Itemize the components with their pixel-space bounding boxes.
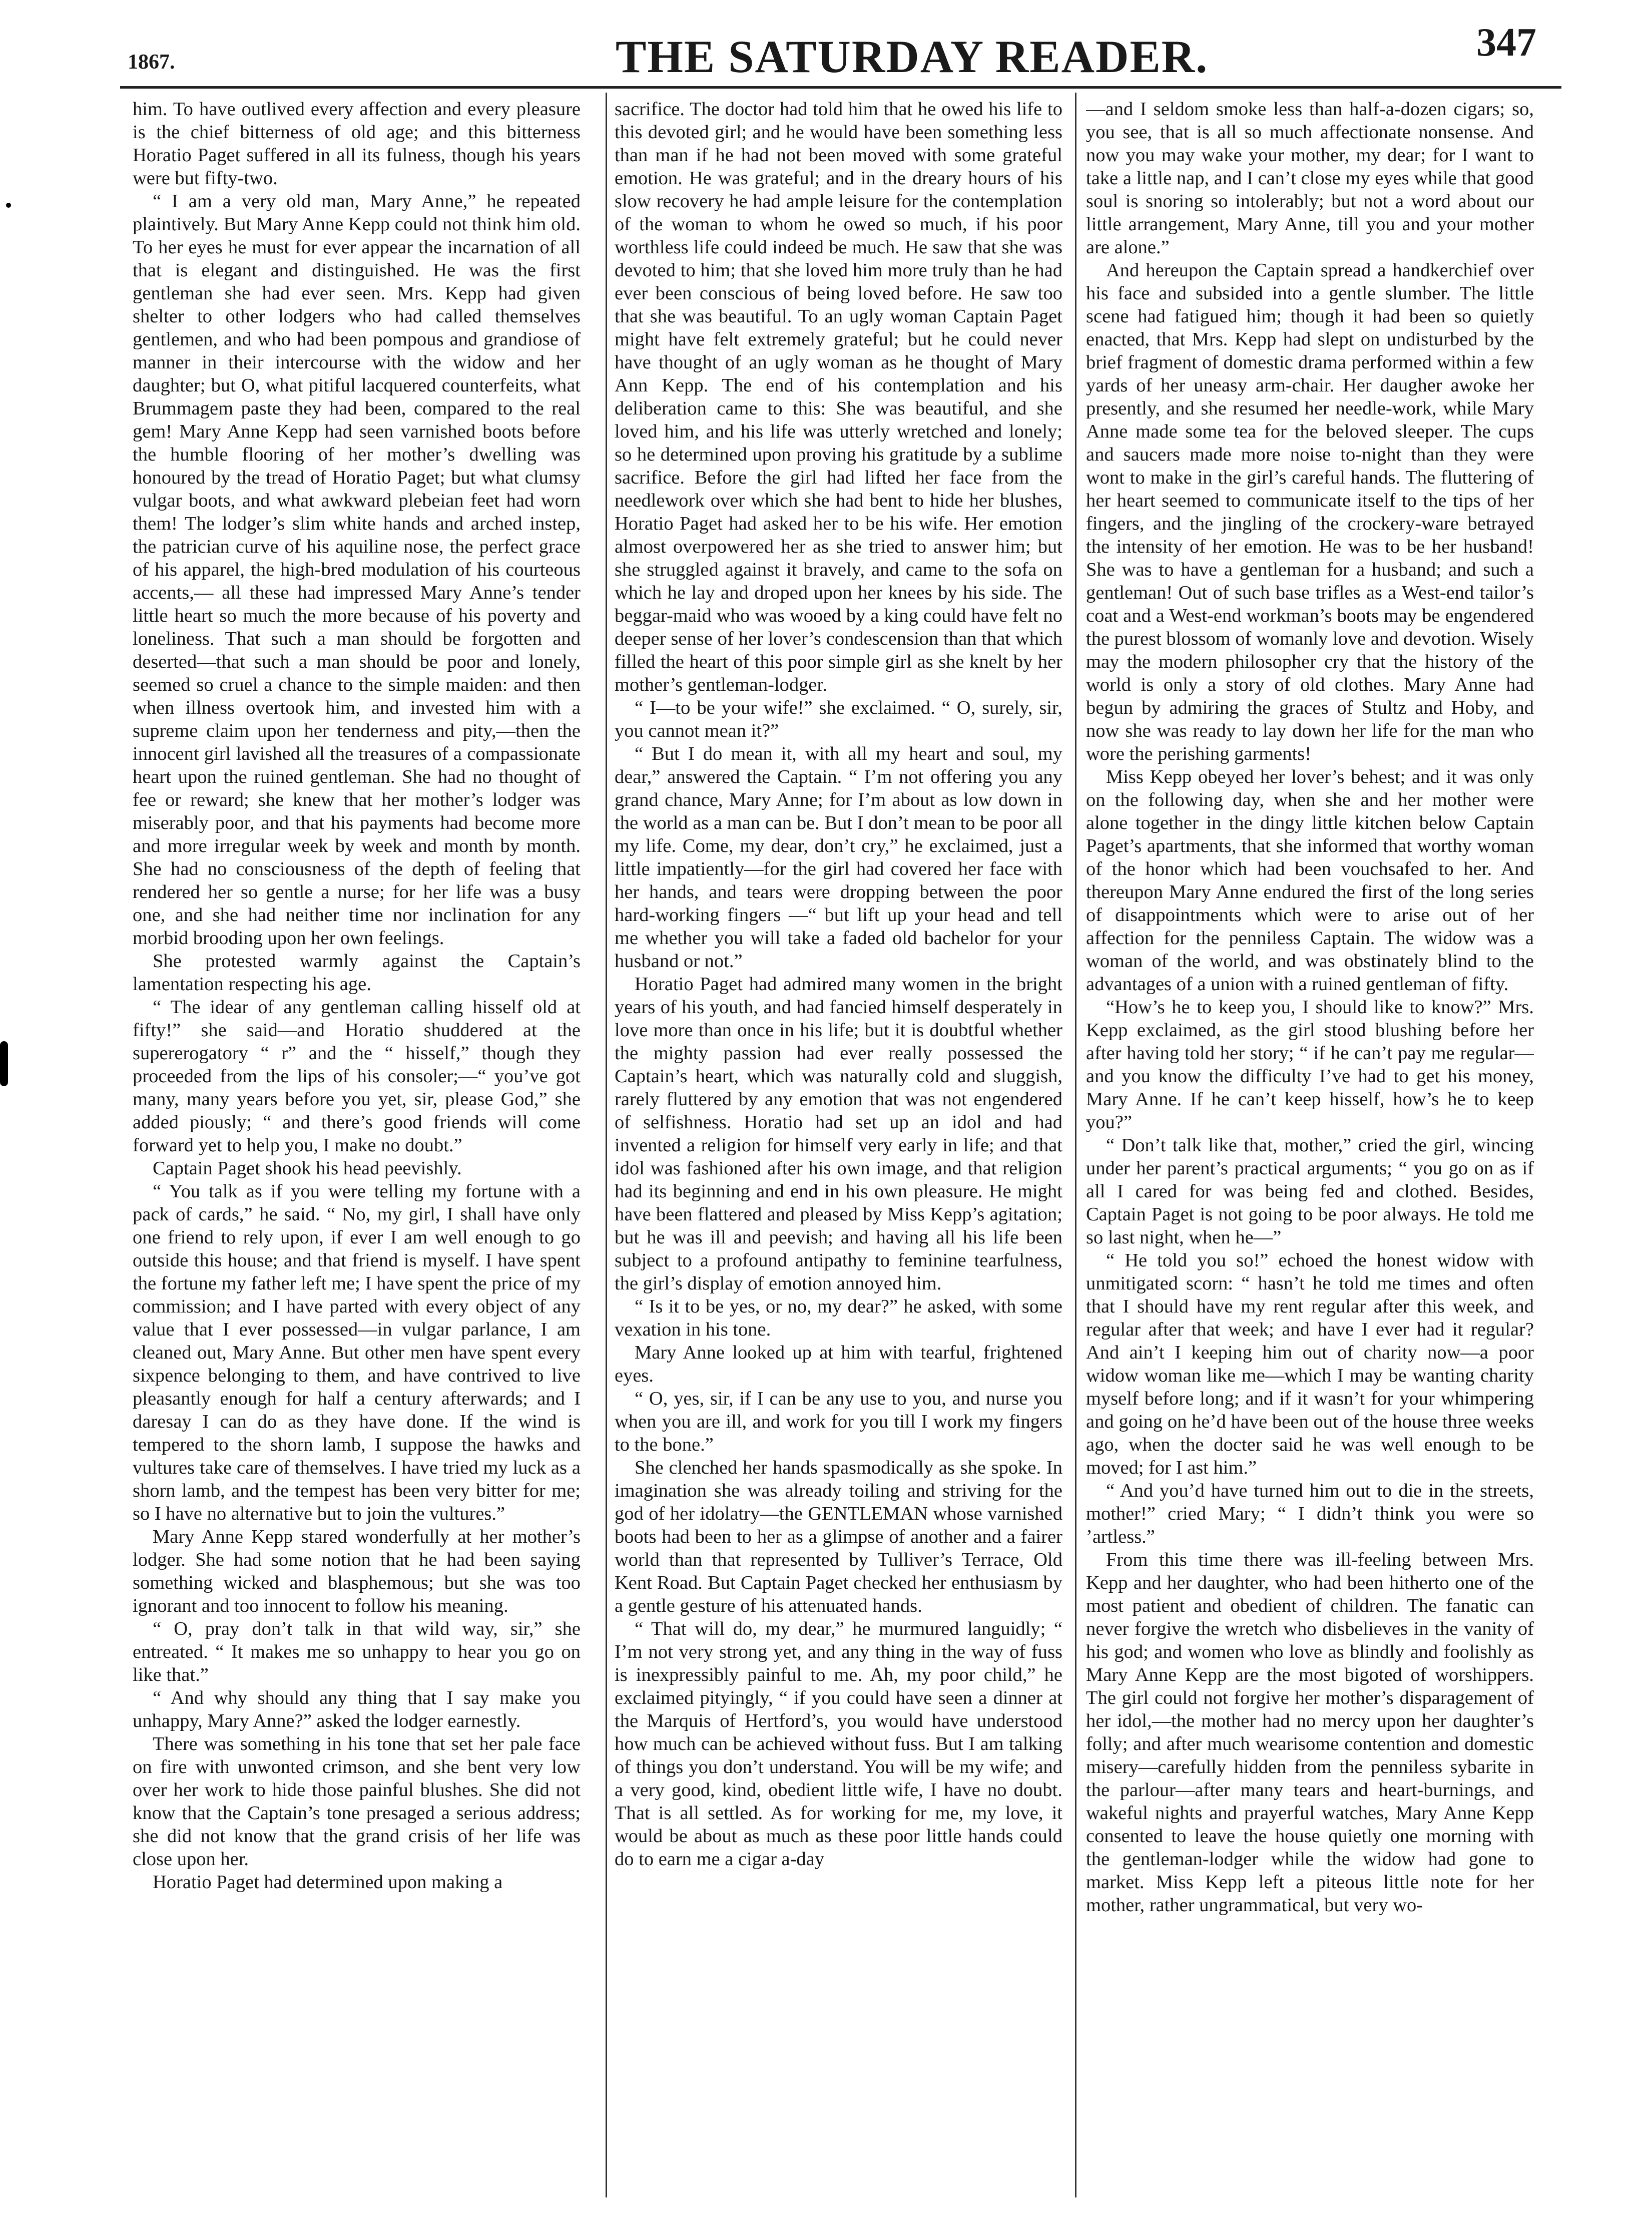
paragraph: “ And why should any thing that I say make you unhappy, Mary Anne?” asked the lodger earnestly. [133,1687,581,1731]
paragraph: “ Is it to be yes, or no, my dear?” he asked, with some vexation in his tone. [615,1296,1062,1340]
header-rule [120,86,1561,89]
column-2 [615,98,1062,2200]
paragraph: Miss Kepp obeyed her lover’s behest; and it was only on the following day, when she and her mother were alone together in the dingy little kitchen below Captain Paget’s apartments, that she informed that worthy woman of the honor which had been vouchsafed to her. And thereupon Mary Anne endured the first of the long series of disappointments which were to arise out of her affection for the penniless Captain. The widow was a woman of the world, and was obstinately blind to the advantages of a union with a ruined gentleman of fifty. [1086,766,1534,995]
margin-mark [6,203,11,208]
paragraph: She protested warmly against the Captain’s lamentation respecting his age. [133,951,581,995]
paragraph: “ That will do, my dear,” he murmured languidly; “ I’m not very strong yet, and any thing in the way of fuss is inexpressibly painful to me. Ah, my poor child,” he exclaimed pityingly, “ if you could have seen a dinner at the Marquis of Hertford’s, you would have understood how much can be achieved without fuss. But I am talking of things you don’t understand. You will be my wife; and a very good, kind, obedient little wife, I have no doubt. That is all settled. As for working for me, my love, it would be about as much as these poor little hands could do to earn me a cigar a-day [615,1618,1062,1870]
paragraph: “ But I do mean it, with all my heart and soul, my dear,” answered the Captain. “ I’m not offering you any grand chance, Mary Anne; for I’m about as low down in the world as a man can be. But I don’t mean to be poor all my life. Come, my dear, don’t cry,” he exclaimed, just a little impatiently—for the girl had covered her face with her hands, and tears were dropping between the poor hard-working fingers —“ but lift up your head and tell me whether you will take a faded old bachelor for your husband or not.” [615,743,1062,972]
paragraph: him. To have outlived every affection and every pleasure is the chief bitterness of old age; and this bitterness Horatio Paget suffered in all its fulness, though his years were but fifty-two. [133,99,581,189]
column-1 [133,98,581,2200]
paragraph: “How’s he to keep you, I should like to know?” Mrs. Kepp exclaimed, as the girl stood blushing before her after having told her story; “ if he can’t pay me regular—and you know the difficulty I’ve had to get his money, Mary Anne. If he can’t keep hisself, how’s he to keep you?” [1086,997,1534,1133]
publication-title: THE SATURDAY READER. [616,31,1209,82]
paragraph: She clenched her hands spasmodically as she spoke. In imagination she was already toiling and striving for the god of her idolatry—the GENTLEMAN whose varnished boots had been to her as a glimpse of another and a fairer world than that represented by Tulliver’s Terrace, Old Kent Road. But Captain Paget checked her enthusiasm by a gentle gesture of his attenuated hands. [615,1457,1062,1616]
year-label: 1867. [128,51,175,74]
paragraph: “ The idear of any gentleman calling hisself old at fifty!” she said—and Horatio shuddered at the supererogatory “ r” and the “ hisself,” though they proceeded from the lips of his consoler;—“ you’ve got many, many years before you yet, sir, please God,” she added piously; “ and there’s good friends will come forward yet to help you, I make no doubt.” [133,997,581,1156]
page-header [0,0,1652,100]
column-divider-1 [606,93,607,2197]
paragraph: “ You talk as if you were telling my fortune with a pack of cards,” he said. “ No, my girl, I shall have only one friend to rely upon, if ever I am well enough to go outside this house; and that friend is myself. I have spent the fortune my father left me; I have spent the price of my commission; and I have parted with every object of any value that I ever possessed—in vulgar parlance, I am cleaned out, Mary Anne. But other men have spent every sixpence belonging to them, and have contrived to live pleasantly enough for half a century afterwards; and I daresay I can do as they have done. If the wind is tempered to the shorn lamb, I suppose the hawks and vultures take care of themselves. I have tried my luck as a shorn lamb, and the tempest has been very bitter for me; so I have no alternative but to join the vultures.” [133,1181,581,1524]
paragraph: Mary Anne Kepp stared wonderfully at her mother’s lodger. She had some notion that he had been saying something wicked and blasphemous; but she was too ignorant and too innocent to follow his meaning. [133,1526,581,1616]
paragraph: Horatio Paget had admired many women in the bright years of his youth, and had fancied himself desperately in love more than once in his life; but it is doubtful whether the mighty passion had ever really possessed the Captain’s heart, which was naturally cold and sluggish, rarely fluttered by any emotion that was not engendered of selfishness. Horatio had set up an idol and had invented a religion for himself very early in life; and that idol was fashioned after his own image, and that religion had its beginning and end in his own pleasure. He might have been flattered and pleased by Miss Kepp’s agitation; but he was ill and peevish; and having all his life been subject to a profound antipathy to feminine tearfulness, the girl’s display of emotion annoyed him. [615,974,1062,1294]
paragraph: “ He told you so!” echoed the honest widow with unmitigated scorn: “ hasn’t he told me times and often that I should have my rent regular after this week, and regular after that week; and have I ever had it regular? And ain’t I keeping him out of charity now—a poor widow woman like me—which I may be wanting charity myself before long; and if it wasn’t for your whimpering and going on he’d have been out of the house three weeks ago, when the docter said he was well enough to be moved; for I ast him.” [1086,1250,1534,1478]
page-number: 347 [1476,21,1536,65]
paragraph: sacrifice. The doctor had told him that he owed his life to this devoted girl; and he would have been something less than man if he had not been moved with some grateful emotion. He was grateful; and in the dreary hours of his slow recovery he had ample leisure for the contemplation of the woman to whom he owed so much, if his poor worthless life could indeed be much. He saw that she was devoted to him; that she loved him more truly than he had ever been conscious of being loved before. He saw too that she was beautiful. To an ugly woman Captain Paget might have felt extremely grateful; but he could never have thought of an ugly woman as he thought of Mary Ann Kepp. The end of his contemplation and his deliberation came to this: She was beautiful, and she loved him, and his life was utterly wretched and lonely; so he determined upon proving his gratitude by a sublime sacrifice. Before the girl had lifted her face from the needlework over which she had bent to hide her blushes, Horatio Paget had asked her to be his wife. Her emotion almost overpowered her as she tried to answer him; but she struggled against it bravely, and came to the sofa on which he lay and droped upon her knees by his side. The beggar-maid who was wooed by a king could have felt no deeper sense of her lover’s condescension than that which filled the heart of this poor simple girl as she knelt by her mother’s gentleman-lodger. [615,99,1062,695]
column-3 [1086,98,1534,2200]
paragraph: There was something in his tone that set her pale face on fire with unwonted crimson, and she bent very low over her work to hide those painful blushes. She did not know that the Captain’s tone presaged a serious address; she did not know that the grand crisis of her life was close upon her. [133,1733,581,1870]
paragraph: —and I seldom smoke less than half-a-dozen cigars; so, you see, that is all so much affectionate nonsense. And now you may wake your mother, my dear; for I want to take a little nap, and I can’t close my eyes while that good soul is snoring so intolerably; but not a word about our little arrangement, Mary Anne, till you and your mother are alone.” [1086,99,1534,258]
paragraph: “ O, yes, sir, if I can be any use to you, and nurse you when you are ill, and work for you till I work my fingers to the bone.” [615,1388,1062,1455]
paragraph: “ I am a very old man, Mary Anne,” he repeated plaintively. But Mary Anne Kepp could not think him old. To her eyes he must for ever appear the incarnation of all that is elegant and distinguished. He was the first gentleman she had ever seen. Mrs. Kepp had given shelter to other lodgers who had called themselves gentlemen, and who had been pompous and grandiose of manner in their intercourse with the widow and her daughter; but O, what pitiful lacquered counterfeits, what Brummagem paste they had been, compared to the real gem! Mary Anne Kepp had seen varnished boots before the humble flooring of her mother’s dwelling was honoured by the tread of Horatio Paget; but what clumsy vulgar boots, and what awkward plebeian feet had worn them! The lodger’s slim white hands and arched instep, the patrician curve of his aquiline nose, the perfect grace of his apparel, the high-bred modulation of his courteous accents,— all these had impressed Mary Anne’s tender little heart so much the more because of his poverty and loneliness. That such a man should be forgotten and deserted—that such a man should be poor and lonely, seemed so cruel a chance to the simple maiden: and then when illness overtook him, and invested him with a supreme claim upon her tenderness and pity,—then the innocent girl lavished all the treasures of a compassionate heart upon the ruined gentleman. She had no thought of fee or reward; she knew that her mother’s lodger was miserably poor, and that his payments had become more and more irregular week by week and month by month. She had no consciousness of the depth of feeling that rendered her so gentle a nurse; for her life was a busy one, and she had neither time nor inclination for any morbid brooding upon her own feelings. [133,191,581,949]
paragraph: “ And you’d have turned him out to die in the streets, mother!” cried Mary; “ I didn’t think you were so ’artless.” [1086,1480,1534,1547]
paragraph: Mary Anne looked up at him with tearful, frightened eyes. [615,1342,1062,1386]
paragraph: “ Don’t talk like that, mother,” cried the girl, wincing under her parent’s practical arguments; “ you go on as if all I cared for was being fed and clothed. Besides, Captain Paget is not going to be poor always. He told me so last night, when he—” [1086,1135,1534,1248]
paragraph: From this time there was ill-feeling between Mrs. Kepp and her daughter, who had been hitherto one of the most patient and obedient of children. The fanatic can never forgive the wretch who disbelieves in the vanity of his god; and women who love as blindly and foolishly as Mary Anne Kepp are the most bigoted of worshippers. The girl could not forgive her mother’s disparagement of her idol,—the mother had no mercy upon her daughter’s folly; and after much wearisome contention and domestic misery—carefully hidden from the penniless sybarite in the parlour—after many tears and heart-burnings, and wakeful nights and prayerful watches, Mary Anne Kepp consented to leave the house quietly one morning with the gentleman-lodger while the widow had gone to market. Miss Kepp left a piteous little note for her mother, rather ungrammatical, but very wo- [1086,1549,1534,1916]
paragraph: And hereupon the Captain spread a handkerchief over his face and subsided into a gentle slumber. The little scene had fatigued him; though it had been so quietly enacted, that Mrs. Kepp had slept on undisturbed by the brief fragment of domestic drama performed within a few yards of her uneasy arm-chair. Her daugher awoke her presently, and she resumed her needle-work, while Mary Anne made some tea for the beloved sleeper. The cups and saucers made more noise to-night than they were wont to make in the girl’s careful hands. The fluttering of her heart seemed to communicate itself to the tips of her fingers, and the jingling of the crockery-ware betrayed the intensity of her emotion. He was to be her husband! She was to have a gentleman for a husband; and such a gentleman! Out of such base trifles as a West-end tailor’s coat and a West-end workman’s boots may be engendered the purest blossom of womanly love and devotion. Wisely may the modern philosopher cry that the history of the world is only a story of old clothes. Mary Anne had begun by admiring the graces of Stultz and Hoby, and now she was ready to lay down her life for the man who wore the perishing garments! [1086,260,1534,764]
paragraph: Captain Paget shook his head peevishly. [153,1158,462,1179]
column-divider-2 [1075,93,1076,2197]
paragraph: “ I—to be your wife!” she exclaimed. “ O, surely, sir, you cannot mean it?” [615,697,1062,741]
margin-mark [0,1041,8,1086]
paragraph: “ O, pray don’t talk in that wild way, sir,” she entreated. “ It makes me so unhappy to hear you go on like that.” [133,1618,581,1685]
paragraph: Horatio Paget had determined upon making a [153,1872,503,1893]
